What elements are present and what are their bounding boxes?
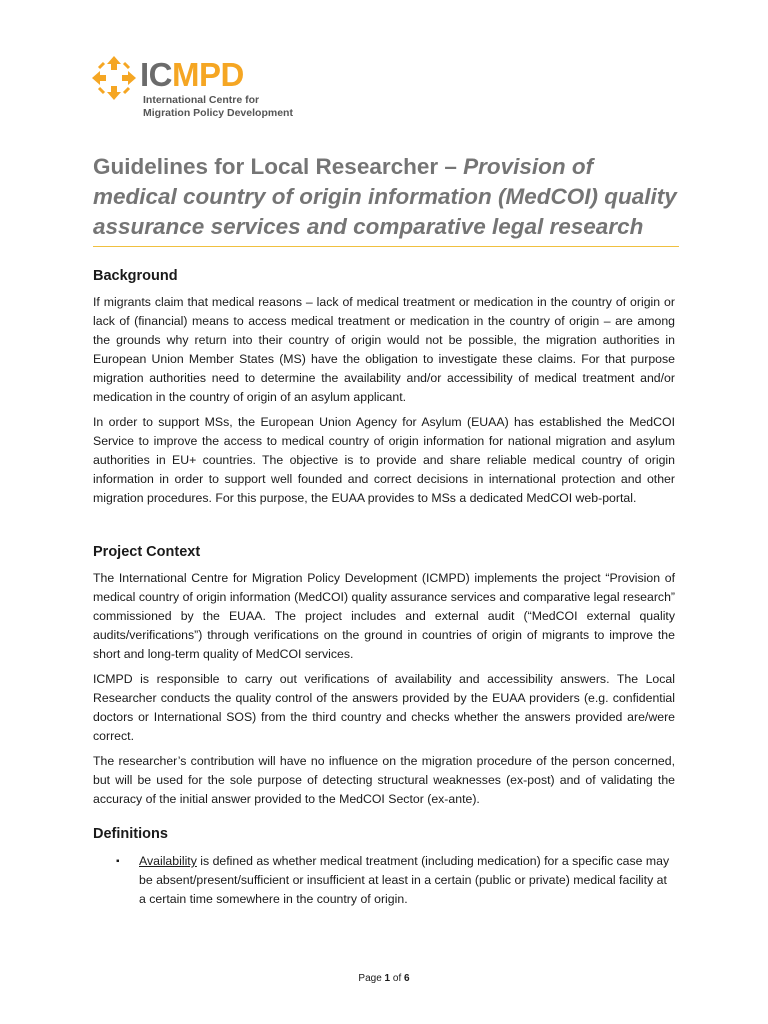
document-title-italic: Provision of medical country of origin information (MedCOI) quality assurance services and comparative legal research — [93, 154, 677, 239]
logo-wordmark-ic: IC — [140, 56, 172, 93]
logo-subtitle-line1: International Centre for — [143, 94, 260, 106]
logo-wordmark — [140, 57, 244, 93]
heading-background: Background — [93, 268, 178, 284]
icmpd-arrows-logo-icon — [90, 54, 138, 102]
footer-page-number: 1 — [384, 973, 391, 984]
footer-page-word: Page — [358, 973, 385, 984]
logo-subtitle — [143, 94, 293, 120]
title-divider — [93, 246, 679, 247]
document-title-plain: Guidelines for Local Researcher – — [93, 154, 464, 179]
square-bullet-icon: ▪ — [116, 856, 120, 867]
project-context-paragraph-2: ICMPD is responsible to carry out verifications of availability and accessibility answers. The Local Researcher conducts the quality control of the answers provided by the EUAA providers (e.g. confidential doctors or International SOS) from the third country and checks whether the answers provided are/were correct. — [93, 672, 675, 744]
heading-definitions: Definitions — [93, 826, 168, 842]
icmpd-logo — [90, 52, 350, 118]
logo-wordmark-mpd: MPD — [172, 56, 244, 93]
definition-term-availability: Availability — [139, 854, 197, 868]
background-paragraph-1: If migrants claim that medical reasons – lack of medical treatment or medication in the country of origin or lack of (financial) means to access medical treatment or medication in the country of origin – are among the grounds why return into their country of origin would not be possible, the migration authorities in European Union Member States (MS) have the obligation to investigate these claims. For that purpose migration authorities need to determine the availability and/or accessibility of medical treatment and/or medication in the country of origin of an asylum applicant. — [93, 295, 675, 405]
document-title — [93, 152, 683, 242]
footer-page-total: 6 — [404, 973, 410, 984]
project-context-paragraph-3: The researcher’s contribution will have no influence on the migration procedure of the person concerned, but will be used for the sole purpose of detecting structural weaknesses (ex-post) and of validating the accuracy of the initial answer provided to the MedCOI Sector (ex-ante). — [93, 754, 675, 807]
definition-item-availability — [139, 852, 675, 909]
heading-project-context: Project Context — [93, 544, 201, 560]
page-footer — [0, 973, 768, 984]
project-context-paragraph-1: The International Centre for Migration Policy Development (ICMPD) implements the project “Provision of medical country of origin information (MedCOI) quality assurance services and comparative legal research” commissioned by the EUAA. The project includes and external audit (“MedCOI external quality audits/verifications”) through verifications on the ground in countries of origin of migrants to improve the short and long-term quality of MedCOI services. — [93, 571, 675, 662]
footer-of-word: of — [390, 973, 405, 984]
definition-text-availability: is defined as whether medical treatment (including medication) for a specific case may be absent/present/sufficient or insufficient at least in a certain (public or private) medical facility at a certain time somewhere in the country of origin. — [139, 854, 670, 907]
background-paragraph-2: In order to support MSs, the European Union Agency for Asylum (EUAA) has established the MedCOI Service to improve the access to medical country of origin information for national migration and asylum authorities in EU+ countries. The objective is to provide and share reliable medical country of origin information in order to support well founded and correct decisions in international protection and other migration procedures. For this purpose, the EUAA provides to MSs a dedicated MedCOI web-portal. — [93, 415, 675, 506]
logo-subtitle-line2: Migration Policy Development — [143, 107, 293, 119]
